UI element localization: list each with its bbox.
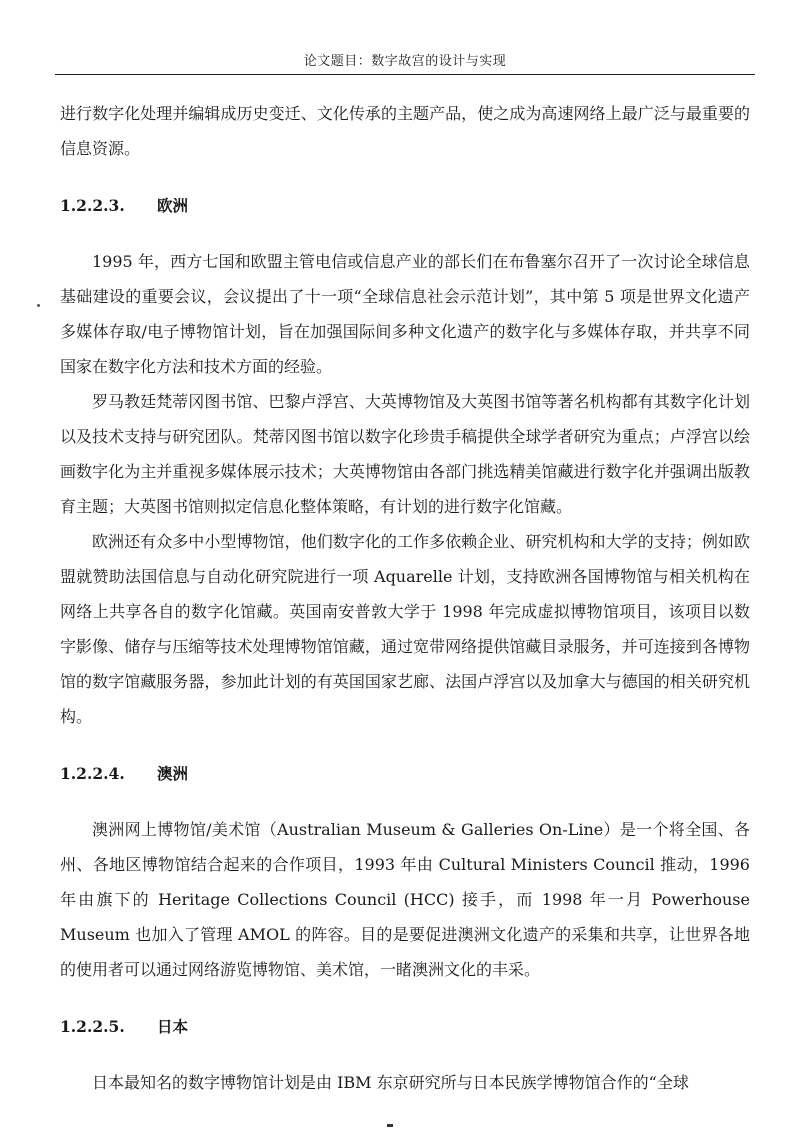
paragraph-japan-1: 日本最知名的数字博物馆计划是由 IBM 东京研究所与日本民族学博物馆合作的“全球: [92, 1073, 689, 1092]
paragraph-continued: 进行数字化处理并编辑成历史变迁、文化传承的主题产品，使之成为高速网络上最广泛与最重要的信息资源。: [60, 104, 750, 158]
page-number-mark: [387, 1124, 393, 1127]
document-body: [60, 96, 750, 1100]
scan-artifact-dot: [37, 304, 40, 307]
paragraph-australia-1: 澳洲网上博物馆/美术馆（Australian Museum & Galleries On-Line）是一个将全国、各州、各地区博物馆结合起来的合作项目，1993 年由 Cultural Ministers Council 推动，1996 年由旗下的 Heritage Collections Council (HCC) 接手，而 1998 年一月 Powerhouse Museum 也加入了管理 AMOL 的阵容。目的是要促进澳洲文化遗产的采集和共享，让世界各地的使用者可以通过网络游览博物馆、美术馆，一睹澳洲文化的丰采。: [60, 820, 750, 979]
section-heading-japan: [60, 1013, 750, 1041]
paragraph-europe-3: 欧洲还有众多中小型博物馆，他们数字化的工作多依赖企业、研究机构和大学的支持；例如欧盟就赞助法国信息与自动化研究院进行一项 Aquarelle 计划，支持欧洲各国博物馆与相关机构在网络上共享各自的数字化馆藏。英国南安普敦大学于 1998 年完成虚拟博物馆项目，该项目以数字影像、储存与压缩等技术处理博物馆馆藏，通过宽带网络提供馆藏目录服务，并可连接到各博物馆的数字馆藏服务器，参加此计划的有英国国家艺廊、法国卢浮宫以及加拿大与德国的相关研究机构。: [60, 532, 750, 726]
section-heading-australia: [60, 760, 750, 788]
section-number: 1.2.2.4.: [60, 764, 125, 783]
section-title: 澳洲: [157, 764, 189, 783]
paragraph-europe-2: 罗马教廷梵蒂冈图书馆、巴黎卢浮宫、大英博物馆及大英图书馆等著名机构都有其数字化计划以及技术支持与研究团队。梵蒂冈图书馆以数字化珍贵手稿提供全球学者研究为重点；卢浮宫以绘画数字化为主并重视多媒体展示技术；大英博物馆由各部门挑选精美馆藏进行数字化并强调出版教育主题；大英图书馆则拟定信息化整体策略，有计划的进行数字化馆藏。: [60, 392, 750, 516]
section-title: 日本: [157, 1017, 189, 1036]
section-title: 欧洲: [157, 196, 189, 215]
running-header: 论文题目：数字故宫的设计与实现: [303, 54, 507, 69]
section-number: 1.2.2.5.: [60, 1017, 125, 1036]
section-heading-europe: [60, 192, 750, 220]
header-rule: [55, 74, 755, 75]
paragraph-europe-1: 1995 年，西方七国和欧盟主管电信或信息产业的部长们在布鲁塞尔召开了一次讨论全球信息基础建设的重要会议，会议提出了十一项“全球信息社会示范计划”，其中第 5 项是世界文化遗产多媒体存取/电子博物馆计划，旨在加强国际间多种文化遗产的数字化与多媒体存取，并共享不同国家在数字化方法和技术方面的经验。: [60, 252, 750, 376]
section-number: 1.2.2.3.: [60, 196, 125, 215]
